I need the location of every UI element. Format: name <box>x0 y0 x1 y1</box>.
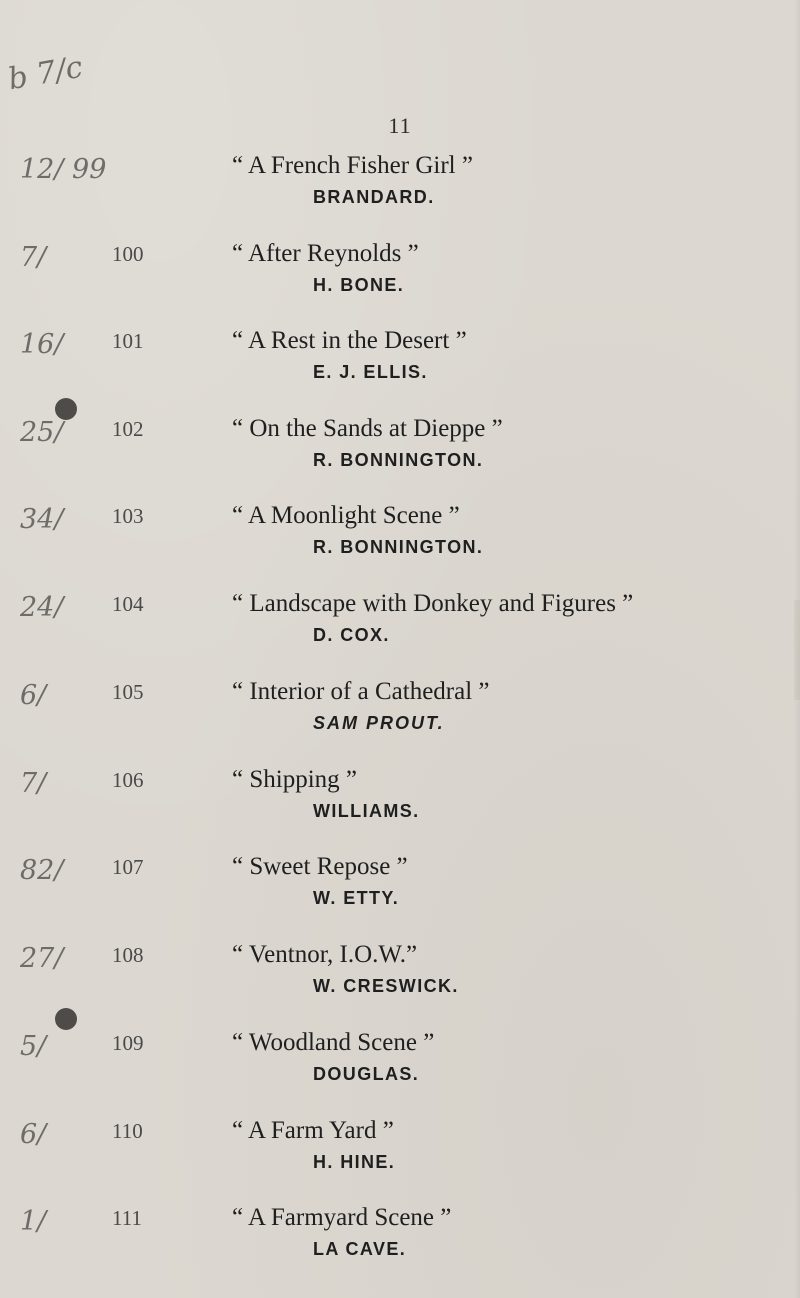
lot-entry <box>0 152 800 244</box>
handwritten-price: 82/ <box>20 855 64 886</box>
artist-name: E. J. ELLIS. <box>313 362 428 382</box>
lot-entry <box>0 502 800 594</box>
artist-name: D. COX. <box>313 625 390 645</box>
artwork-title: “ Woodland Scene ” <box>232 1029 435 1056</box>
lot-list <box>0 152 800 1296</box>
handwritten-price: 16/ <box>20 329 64 360</box>
handwritten-price: 34/ <box>20 504 64 535</box>
lot-entry <box>0 766 800 857</box>
handwritten-corner-mark: b 7/c <box>5 49 86 98</box>
artist-name: H. HINE. <box>313 1152 396 1172</box>
artwork-title: “ A French Fisher Girl ” <box>232 152 473 179</box>
handwritten-price: 6/ <box>20 680 47 711</box>
lot-number: 101 <box>112 329 144 353</box>
lot-entry <box>0 678 800 770</box>
lot-entry <box>0 415 800 506</box>
lot-number: 102 <box>112 417 144 441</box>
artwork-title: “ A Farm Yard ” <box>232 1117 394 1144</box>
artist-name: R. BONNINGTON. <box>313 450 484 470</box>
lot-number: 106 <box>112 768 144 792</box>
handwritten-price: 12/ 99 <box>20 154 107 185</box>
artwork-title: “ Ventnor, I.O.W.” <box>232 941 418 968</box>
handwritten-price: 5/ <box>20 1031 47 1062</box>
lot-number: 103 <box>112 504 144 528</box>
artwork-title: “ On the Sands at Dieppe ” <box>232 415 503 442</box>
artist-name: SAM PROUT. <box>313 713 445 733</box>
lot-entry <box>0 1029 800 1121</box>
lot-entry <box>0 941 800 1033</box>
lot-entry <box>0 853 800 945</box>
handwritten-price: 7/ <box>20 768 47 799</box>
lot-number: 107 <box>112 855 144 879</box>
lot-entry <box>0 1117 800 1208</box>
lot-entry <box>0 1204 800 1296</box>
page-number: 11 <box>388 113 412 138</box>
artist-name: WILLIAMS. <box>313 801 420 821</box>
artwork-title: “ A Moonlight Scene ” <box>232 502 460 529</box>
artist-name: DOUGLAS. <box>313 1064 420 1084</box>
artwork-title: “ Shipping ” <box>232 766 357 793</box>
handwritten-price: 25/ <box>20 417 64 448</box>
lot-number: 111 <box>112 1206 142 1230</box>
artwork-title: “ Landscape with Donkey and Figures ” <box>232 590 634 617</box>
lot-number: 100 <box>112 242 144 266</box>
handwritten-price: 24/ <box>20 592 64 623</box>
artist-name: BRANDARD. <box>313 187 435 207</box>
lot-number: 109 <box>112 1031 144 1055</box>
artist-name: W. ETTY. <box>313 888 400 908</box>
lot-entry <box>0 327 800 419</box>
handwritten-price: 6/ <box>20 1119 47 1150</box>
lot-entry <box>0 240 800 331</box>
handwritten-price: 1/ <box>20 1206 47 1237</box>
artist-name: H. BONE. <box>313 275 405 295</box>
artist-name: W. CRESWICK. <box>313 976 459 996</box>
page-edge-shadow <box>794 0 800 1298</box>
lot-number: 110 <box>112 1119 143 1143</box>
artwork-title: “ Interior of a Cathedral ” <box>232 678 490 705</box>
artwork-title: “ A Farmyard Scene ” <box>232 1204 452 1231</box>
artist-name: R. BONNINGTON. <box>313 537 484 557</box>
artist-name: LA CAVE. <box>313 1239 407 1259</box>
artwork-title: “ Sweet Repose ” <box>232 853 408 880</box>
lot-number: 105 <box>112 680 144 704</box>
artwork-title: “ A Rest in the Desert ” <box>232 327 467 354</box>
lot-number: 108 <box>112 943 144 967</box>
artwork-title: “ After Reynolds ” <box>232 240 419 267</box>
handwritten-price: 7/ <box>20 242 47 273</box>
lot-entry <box>0 590 800 682</box>
lot-number: 104 <box>112 592 144 616</box>
handwritten-price: 27/ <box>20 943 64 974</box>
